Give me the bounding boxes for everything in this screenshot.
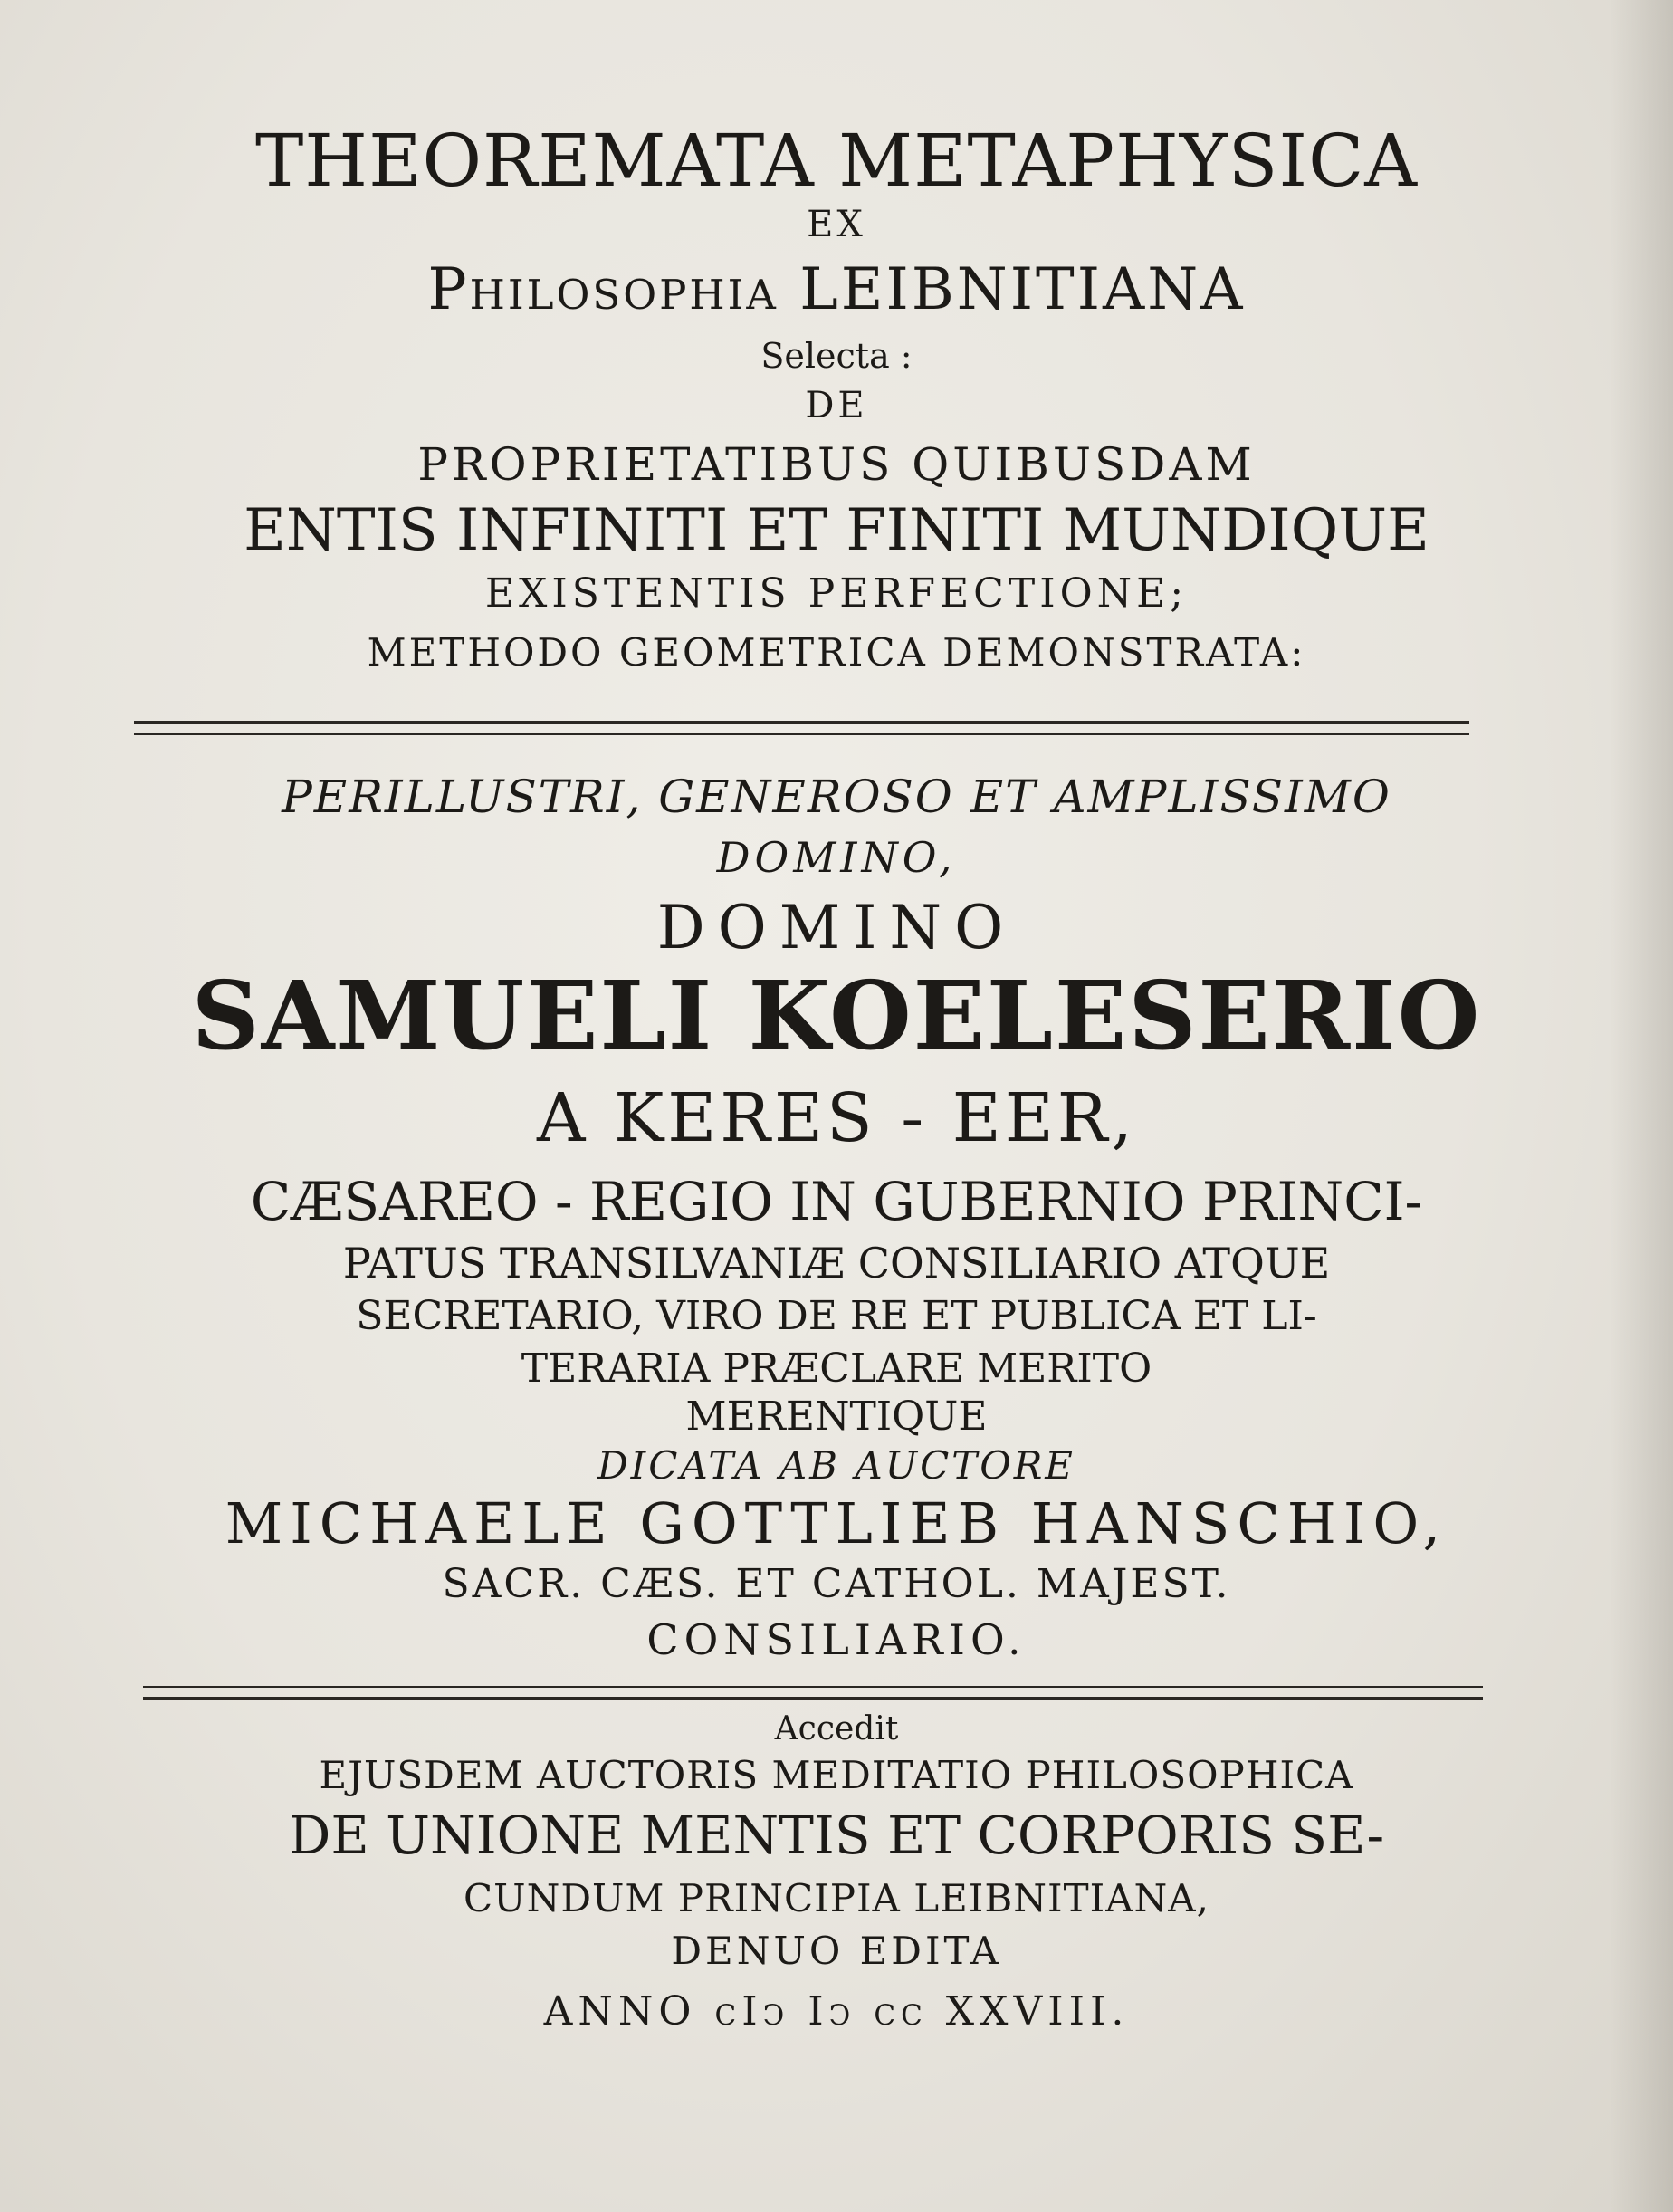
imprint-line-3: DE UNIONE MENTIS ET CORPORIS SE- (288, 1805, 1385, 1866)
imprint-line-1: Accedit (774, 1710, 899, 1748)
divider-rule-upper (134, 721, 1469, 724)
dedication-line-8: SECRETARIO, VIRO DE RE ET PUBLICA ET LI- (356, 1293, 1317, 1339)
dedication-line-1: PERILLUSTRI, GENEROSO ET AMPLISSIMO (282, 771, 1391, 823)
dedication-line-10: MERENTIQUE (685, 1393, 988, 1440)
title-line-5: DE (805, 385, 868, 426)
title-line-6: PROPRIETATIBUS QUIBUSDAM (417, 438, 1256, 491)
title-line-1: THEOREMATA METAPHYSICA (254, 119, 1419, 203)
dedication-line-12: MICHAELE GOTTLIEB HANSCHIO, (225, 1490, 1448, 1556)
imprint-line-6: ANNO cIↄ Iↄ cc XXVIII. (543, 1988, 1130, 2035)
divider-rule-lower-thin (143, 1686, 1483, 1688)
dedication-line-5: A KERES - EER, (536, 1079, 1137, 1157)
imprint-line-2: EJUSDEM AUCTORIS MEDITATIO PHILOSOPHICA (319, 1753, 1354, 1797)
dedication-line-6: CÆSAREO - REGIO IN GUBERNIO PRINCI- (250, 1171, 1423, 1232)
title-line-9: METHODO GEOMETRICA DEMONSTRATA: (367, 630, 1306, 675)
title-line-3: Philosophia LEIBNITIANA (427, 256, 1246, 323)
dedication-line-4: SAMUELI KOELESERIO (191, 960, 1482, 1071)
imprint-line-4: CUNDUM PRINCIPIA LEIBNITIANA, (464, 1876, 1209, 1920)
dedication-line-14: CONSILIARIO. (646, 1615, 1027, 1664)
title-line-2: EX (807, 204, 866, 245)
dedication-line-3: DOMINO (656, 893, 1017, 962)
title-line-7: ENTIS INFINITI ET FINITI MUNDIQUE (244, 497, 1429, 564)
dedication-line-7: PATUS TRANSILVANIÆ CONSILIARIO ATQUE (342, 1239, 1331, 1288)
dedication-line-11: DICATA AB AUCTORE (598, 1443, 1076, 1488)
divider-rule-upper-thin (134, 733, 1469, 735)
divider-rule-lower (143, 1697, 1483, 1700)
imprint-line-5: DENUO EDITA (671, 1929, 1002, 1973)
dedication-line-9: TERARIA PRÆCLARE MERITO (521, 1345, 1152, 1392)
dedication-line-2: DOMINO, (716, 833, 957, 882)
title-line-8: EXISTENTIS PERFECTIONE; (484, 570, 1189, 617)
dedication-line-13: SACR. CÆS. ET CATHOL. MAJEST. (442, 1561, 1231, 1607)
title-line-4: Selecta : (760, 336, 913, 376)
